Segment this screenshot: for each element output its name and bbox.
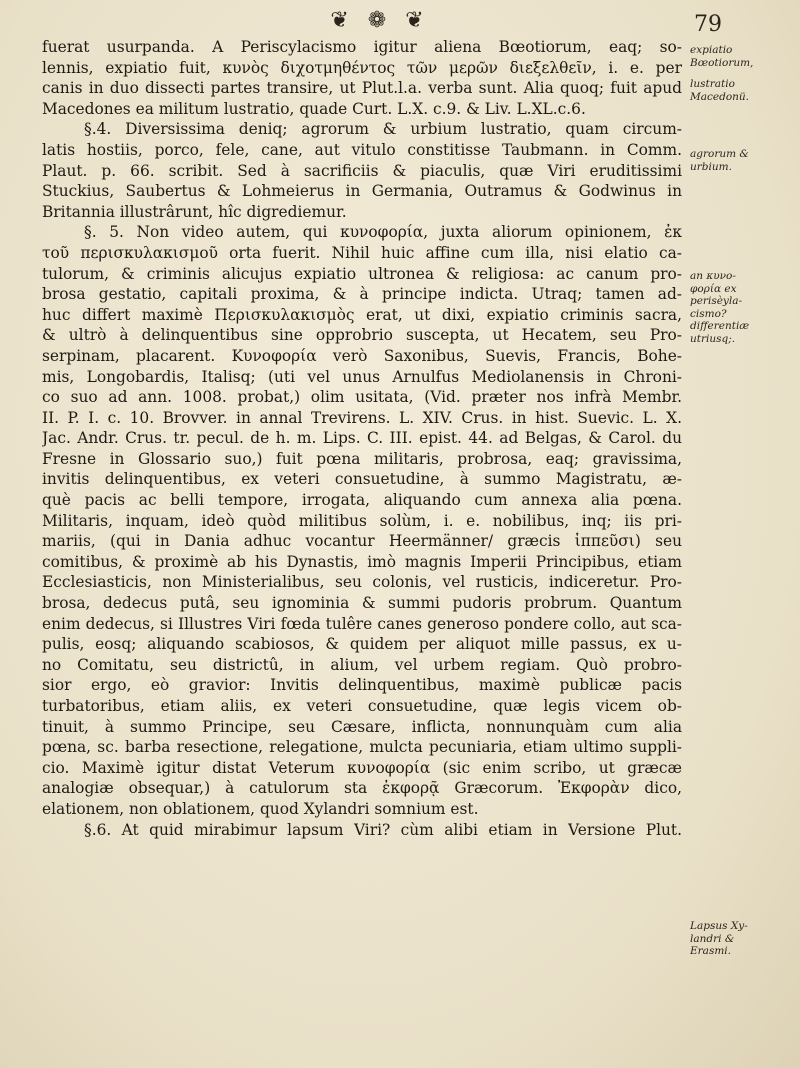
text-line: enim dedecus, si Illustres Viri fœda tulêre canes generoso pondere collo, aut sca-	[42, 614, 682, 633]
text-line: Fresne in Glossario suo,) fuit pœna militaris, probrosa, eaq; gravissima,	[42, 449, 682, 468]
text-line: Macedones ea militum lustratio, quade Curt. L.X. c.9. & Liv. L.XL.c.6.	[42, 99, 586, 118]
text-line: mis, Longobardis, Italisq; (uti vel unus Arnulfus Mediolanensis in Chroni-	[42, 367, 682, 386]
text-line: cio. Maximè igitur distat Veterum κυνοφορία (sic enim scribo, ut græcæ	[42, 758, 682, 777]
marginal-note	[690, 148, 798, 173]
text-line: §. 5. Non video autem, qui κυνοφορία, juxta aliorum opinionem, ἐκ	[84, 223, 682, 242]
marginal-note	[690, 920, 798, 958]
marginal-note	[690, 78, 798, 103]
marginal-note-line: lustratio	[690, 78, 735, 90]
marginal-note-line: utriusq;.	[690, 332, 736, 345]
text-line: lennis, expiatio fuit, κυνὸς διχοτμηθέντος τῶν μερῶν διεξελθεῖν, i. e. per	[42, 58, 682, 77]
text-line: invitis delinquentibus, ex veteri consuetudine, à summo Magistratu, æ-	[42, 470, 682, 489]
text-line: analogiæ obsequar,) à catulorum sta ἐκφορᾷ Græcorum. Ἐκφορὰν dico,	[42, 779, 682, 798]
marginal-note-line: φορία ex	[690, 282, 737, 295]
text-line: latis hostiis, porco, fele, cane, aut vitulo constitisse Taubmann. in Comm.	[42, 140, 682, 159]
running-header	[0, 6, 800, 36]
text-line: Plaut. p. 66. scribit. Sed à sacrificiis & piaculis, quæ Viri eruditissimi	[42, 161, 682, 180]
marginal-note-line: perisèyla-	[690, 295, 743, 307]
text-line: turbatoribus, etiam aliis, ex veteri consuetudine, quæ legis vicem ob-	[42, 697, 682, 715]
text-line: fuerat usurpanda. A Periscylacismo igitur aliena Bœotiorum, eaq; so-	[42, 38, 682, 56]
text-line: mariis, (qui in Dania adhuc vocantur Heermänner/ græcis ἱππεῦσι) seu	[42, 532, 682, 551]
page-number: 79	[694, 12, 722, 37]
text-line: serpinam, placarent. Κυνοφορία verò Saxonibus, Suevis, Francis, Bohe-	[42, 346, 682, 365]
text-line: elationem, non oblationem, quod Xylandri somnium est.	[42, 799, 479, 818]
text-line: & ultrò à delinquentibus sine opprobrio suscepta, ut Hecatem, seu Pro-	[42, 326, 682, 345]
marginal-note-line: cismo?	[690, 307, 727, 320]
text-line: pœna, sc. barba resectione, relegatione, mulcta pecuniaria, etiam ultimo suppli-	[42, 738, 682, 757]
text-line: pulis, eosq; aliquando scabiosos, & quidem per aliquot mille passus, ex u-	[42, 635, 682, 654]
text-line: tulorum, & criminis alicujus expiatio ultronea & religiosa: ac canum pro-	[42, 264, 682, 283]
header-ornament: ❦ ❁ ❦	[330, 8, 430, 33]
text-line: Militaris, inquam, ideò quòd militibus solùm, i. e. nobilibus, inq; iis pri-	[42, 511, 682, 530]
text-line: co suo ad ann. 1008. probat,) olim usitata, (Vid. præter nos infrà Membr.	[42, 388, 682, 407]
text-line: II. P. I. c. 10. Brovver. in annal Trevirens. L. XIV. Crus. in hist. Suevic. L. X.	[42, 408, 682, 427]
marginal-note-line: Macedonü.	[690, 90, 750, 103]
text-line: tinuit, à summo Principe, seu Cæsare, inflicta, nonnunquàm cum alia	[42, 717, 682, 736]
text-line: Jac. Andr. Crus. tr. pecul. de h. m. Lips. C. III. epist. 44. ad Belgas, & Carol. du	[42, 429, 682, 448]
marginal-note-line: Lapsus Xy-	[690, 920, 748, 932]
marginal-note-line: landri &	[690, 932, 735, 945]
marginal-note-line: Erasmi.	[690, 945, 731, 957]
text-line: huc differt maximè Περισκυλακισμὸς erat, ut dixi, expiatio criminis sacra,	[42, 305, 682, 324]
marginal-note-line: agrorum &	[690, 148, 749, 160]
marginal-note-line: differentiæ	[690, 320, 750, 332]
marginal-note-line: an κυνο-	[690, 270, 736, 282]
text-line: §.4. Diversissima deniq; agrorum & urbium lustratio, quam circum-	[84, 120, 682, 139]
text-line: canis in duo dissecti partes transire, ut Plut.l.a. verba sunt. Alia quoq; fuit apud	[42, 79, 682, 98]
text-line: què pacis ac belli tempore, irrogata, aliquando cum annexa alia pœna.	[42, 491, 682, 510]
marginal-note	[690, 44, 798, 69]
text-line: Britannia illustrârunt, hîc digrediemur.	[42, 202, 347, 221]
text-line: comitibus, & proximè ab his Dynastis, imò magnis Imperii Principibus, etiam	[42, 552, 682, 571]
text-line: sior ergo, eò gravior: Invitis delinquentibus, maximè publicæ pacis	[42, 676, 682, 695]
text-line: Ecclesiasticis, non Ministerialibus, seu colonis, vel rusticis, indiceretur. Pro-	[42, 573, 682, 592]
marginal-note	[690, 270, 798, 345]
marginal-note-line: urbium.	[690, 160, 732, 173]
main-text-column	[42, 37, 682, 840]
text-line: τοῦ περισκυλακισμοῦ orta fuerit. Nihil huic affine cum illa, nisi elatio ca-	[42, 243, 682, 262]
marginal-note-line: Bœotiorum,	[690, 56, 754, 69]
text-line: brosa gestatio, capitali proxima, & à principe indicta. Utraq; tamen ad-	[42, 285, 682, 304]
marginal-note-line: expiatio	[690, 44, 733, 56]
text-line: brosa, dedecus putâ, seu ignominia & summi pudoris probrum. Quantum	[42, 594, 682, 613]
text-line: no Comitatu, seu districtû, in alium, vel urbem regiam. Quò probro-	[42, 655, 682, 674]
text-line: Stuckius, Saubertus & Lohmeierus in Germania, Outramus & Godwinus in	[42, 182, 682, 201]
text-line: §.6. At quid mirabimur lapsum Viri? cùm alibi etiam in Versione Plut.	[84, 820, 682, 839]
